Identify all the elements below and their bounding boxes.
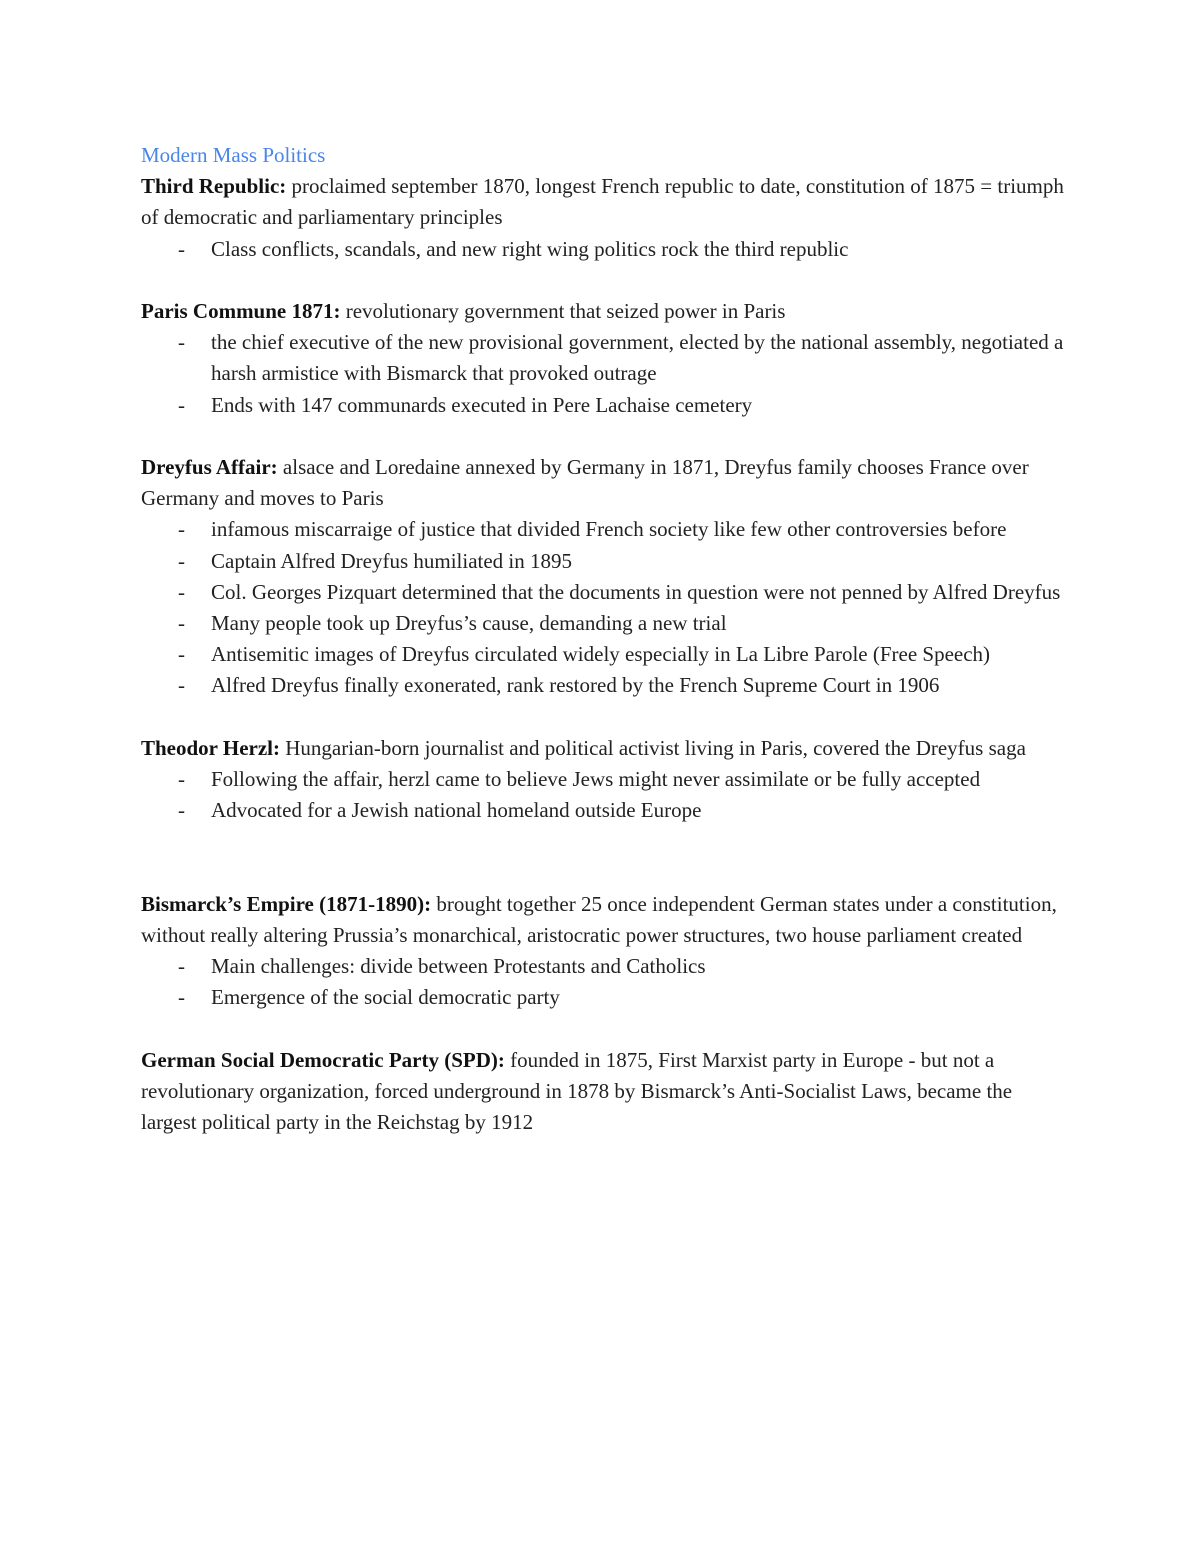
- list-item-text: Col. Georges Pizquart determined that the documents in question were not penned by Alfred Dreyfus: [211, 579, 1061, 604]
- section-bismarcks-empire: [141, 889, 1066, 1014]
- list-item: [141, 546, 1066, 577]
- list-item: [141, 982, 1066, 1013]
- bullet-dash: -: [178, 548, 185, 573]
- section-text: Hungarian-born journalist and political activist living in Paris, covered the Dreyfus saga: [280, 735, 1026, 760]
- list-item-text: Main challenges: divide between Protestants and Catholics: [211, 954, 706, 979]
- list-item: [141, 514, 1066, 545]
- list-item-text: Captain Alfred Dreyfus humiliated in 1895: [211, 548, 573, 573]
- section-text: revolutionary government that seized power in Paris: [340, 299, 786, 323]
- bullet-dash: -: [178, 673, 185, 698]
- section-third-republic: [141, 171, 1066, 265]
- list-item-text: Emergence of the social democratic party: [211, 985, 560, 1010]
- bullet-list: [141, 234, 1066, 265]
- list-item-text: Many people took up Dreyfus’s cause, demanding a new trial: [211, 611, 727, 636]
- list-item: [141, 608, 1066, 639]
- section-text: alsace and Loredaine annexed by Germany in 1871, Dreyfus family chooses France over Germany and moves to Paris: [141, 455, 1029, 511]
- list-item: [141, 951, 1066, 982]
- section-text: proclaimed september 1870, longest French republic to date, constitution of 1875 = triumph of democratic and parliamentary principles: [141, 174, 1064, 230]
- bullet-dash: -: [178, 579, 185, 604]
- document-page: [141, 140, 1066, 1138]
- section-term: Bismarck’s Empire (1871-1890):: [141, 891, 432, 916]
- list-item-text: Class conflicts, scandals, and new right wing politics rock the third republic: [211, 236, 849, 261]
- section-heading: [141, 1045, 1066, 1139]
- list-item-text: Antisemitic images of Dreyfus circulated widely especially in La Libre Parole (Free Speech): [211, 642, 991, 667]
- section-term: German Social Democratic Party (SPD):: [141, 1047, 505, 1072]
- section-term: Theodor Herzl:: [141, 735, 281, 760]
- section-heading: [141, 296, 1066, 327]
- list-item-text: the chief executive of the new provisional government, elected by the national assembly, negotiated a harsh armistice with Bismarck that provoked outrage: [211, 330, 1064, 386]
- list-item-text: Alfred Dreyfus finally exonerated, rank restored by the French Supreme Court in 1906: [211, 673, 940, 698]
- list-item: [141, 327, 1066, 389]
- section-text: brought together 25 once independent German states under a constitution, without really altering Prussia’s monarchical, aristocratic power structures, two house parliament created: [141, 891, 1057, 948]
- bullet-dash: -: [178, 236, 185, 261]
- list-item-text: Following the affair, herzl came to believe Jews might never assimilate or be fully accepted: [211, 767, 981, 792]
- list-item-text: Ends with 147 communards executed in Pere Lachaise cemetery: [211, 392, 753, 417]
- bullet-dash: -: [178, 611, 185, 636]
- section-term: Dreyfus Affair:: [141, 455, 278, 479]
- list-item: [141, 670, 1066, 701]
- section-heading: [141, 171, 1066, 233]
- section-text: founded in 1875, First Marxist party in Europe - but not a revolutionary organization, forced underground in 1878 by Bismarck’s Anti-Socialist Laws, became the largest political party in the Reichstag by 1912: [141, 1047, 1013, 1135]
- section-paris-commune: [141, 296, 1066, 421]
- list-item: [141, 764, 1066, 795]
- list-item: [141, 577, 1066, 608]
- bullet-dash: -: [178, 767, 185, 792]
- section-heading: [141, 452, 1066, 514]
- bullet-list: [141, 327, 1066, 421]
- bullet-dash: -: [178, 392, 185, 417]
- bullet-dash: -: [178, 954, 185, 979]
- list-item: [141, 234, 1066, 265]
- section-dreyfus-affair: [141, 452, 1066, 702]
- section-german-spd: [141, 1045, 1066, 1139]
- list-item: [141, 639, 1066, 670]
- bullet-dash: -: [178, 985, 185, 1010]
- document-title: Modern Mass Politics: [141, 143, 326, 167]
- bullet-dash: -: [178, 517, 185, 542]
- bullet-list: [141, 764, 1066, 826]
- bullet-list: [141, 514, 1066, 701]
- section-heading: [141, 733, 1066, 764]
- bullet-dash: -: [178, 798, 185, 823]
- section-heading: [141, 889, 1066, 951]
- bullet-list: [141, 951, 1066, 1013]
- list-item-text: Advocated for a Jewish national homeland outside Europe: [211, 798, 702, 823]
- list-item: [141, 390, 1066, 421]
- list-item: [141, 795, 1066, 826]
- list-item-text: infamous miscarraige of justice that divided French society like few other controversies before: [211, 517, 1007, 542]
- section-theodor-herzl: [141, 733, 1066, 827]
- bullet-dash: -: [178, 330, 185, 355]
- section-term: Third Republic:: [141, 174, 287, 199]
- section-term: Paris Commune 1871:: [141, 299, 341, 323]
- bullet-dash: -: [178, 642, 185, 667]
